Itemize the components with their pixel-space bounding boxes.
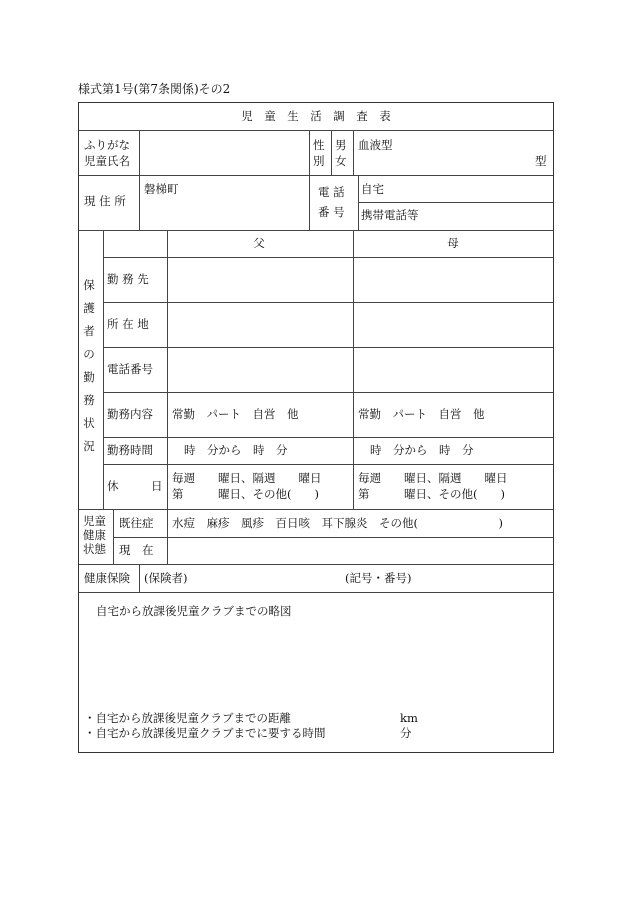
address-label: 現 住 所 — [84, 194, 126, 208]
col-line — [167, 509, 168, 564]
col-line — [139, 130, 140, 230]
holiday-label-left: 休 — [107, 479, 119, 493]
row-line — [79, 230, 553, 231]
row-line — [79, 130, 553, 131]
sex-label-bottom: 別 — [313, 154, 325, 168]
row-line — [103, 302, 553, 303]
distance-line: ・自宅から放課後児童クラブまでの距離 — [84, 711, 291, 725]
work-content-father[interactable]: 常勤 パート 自営 他 — [172, 407, 299, 421]
current-condition-label: 現 在 — [119, 543, 154, 557]
time-line: ・自宅から放課後児童クラブまでに要する時間 — [84, 726, 326, 740]
holiday-mother-line1[interactable]: 毎週 曜日、隔週 曜日 — [358, 471, 508, 485]
location-label: 所 在 地 — [107, 317, 149, 331]
phone-mobile-label: 携帯電話等 — [361, 208, 419, 222]
insurance-number-label: (記号・番号) — [345, 571, 412, 585]
child-health-label: 児童 健康 状態 — [83, 514, 106, 556]
address-value[interactable]: 磐梯町 — [144, 182, 179, 196]
col-line — [309, 130, 310, 175]
child-name-label: 児童氏名 — [84, 154, 130, 168]
row-line — [79, 509, 553, 510]
work-hours-mother[interactable]: 時 分から 時 分 — [370, 443, 474, 457]
blood-type-label: 血液型 — [358, 138, 393, 152]
row-line — [79, 592, 553, 593]
phone-label-top: 電 話 — [318, 185, 345, 199]
work-content-label: 勤務内容 — [107, 407, 153, 421]
workplace-label: 勤 務 先 — [107, 272, 149, 286]
work-content-mother[interactable]: 常勤 パート 自営 他 — [358, 407, 485, 421]
col-line — [353, 130, 354, 175]
holiday-father-line2[interactable]: 第 曜日、その他( ) — [172, 487, 319, 501]
col-line — [103, 230, 104, 509]
blood-type-suffix: 型 — [535, 154, 547, 168]
sex-male[interactable]: 男 — [335, 138, 347, 152]
col-line — [139, 564, 140, 592]
phone-home-label: 自宅 — [361, 182, 384, 196]
medical-history-label: 既往症 — [119, 516, 154, 530]
col-line — [309, 175, 310, 230]
row-line — [113, 537, 553, 538]
medical-history-options[interactable]: 水痘 麻疹 風疹 百日咳 耳下腺炎 その他( ) — [172, 516, 503, 530]
row-line — [79, 564, 553, 565]
row-line — [103, 392, 553, 393]
row-line — [103, 464, 553, 465]
work-hours-label: 勤務時間 — [107, 443, 153, 457]
holiday-label-right: 日 — [151, 479, 163, 493]
work-hours-father[interactable]: 時 分から 時 分 — [184, 443, 288, 457]
holiday-father-line1[interactable]: 毎週 曜日、隔週 曜日 — [172, 471, 322, 485]
work-phone-label: 電話番号 — [107, 362, 153, 376]
holiday-mother-line2[interactable]: 第 曜日、その他( ) — [358, 487, 505, 501]
row-line — [103, 257, 553, 258]
mother-header: 母 — [447, 236, 459, 250]
map-label: 自宅から放課後児童クラブまでの略図 — [96, 604, 292, 618]
table-title: 児 童 生 活 調 査 表 — [241, 109, 391, 123]
row-line — [358, 202, 553, 203]
sex-label-top: 性 — [313, 138, 325, 152]
time-unit: 分 — [400, 726, 412, 740]
distance-unit: km — [400, 711, 418, 725]
insurance-label: 健康保険 — [84, 571, 130, 585]
col-line — [358, 175, 359, 230]
child-life-survey-table — [78, 102, 554, 753]
sex-female[interactable]: 女 — [335, 154, 347, 168]
phone-label-bottom: 番 号 — [318, 205, 345, 219]
guardian-section-label: 保 護 者 の 勤 務 状 況 — [83, 278, 95, 453]
insurer-label: (保険者) — [144, 571, 188, 585]
row-line — [79, 175, 553, 176]
row-line — [103, 437, 553, 438]
col-line — [167, 230, 168, 509]
father-header: 父 — [253, 236, 265, 250]
row-line — [103, 347, 553, 348]
col-line — [331, 130, 332, 175]
furigana-label: ふりがな — [84, 138, 130, 152]
col-line — [353, 230, 354, 509]
col-line — [113, 509, 114, 564]
form-number: 様式第1号(第7条関係)その2 — [78, 82, 231, 96]
